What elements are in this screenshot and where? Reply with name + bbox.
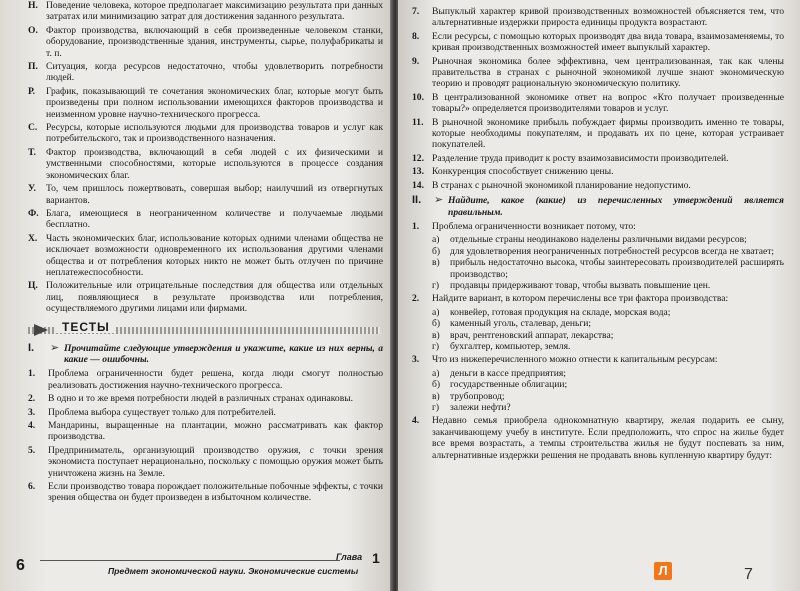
statement-item-key: 13.: [412, 166, 424, 178]
task-1: [28, 343, 383, 366]
answer-option-text: каменный уголь, сталевар, деньги;: [450, 318, 592, 330]
statement-item-key: 9.: [412, 55, 420, 67]
definition-item-text: Часть экономических благ, использование которых одними членами общества не исключает возможности одновременного их использования другими членами общества и от потребления которых никто не может быть отлучен по причине неплатежеспособности.: [46, 232, 383, 278]
right-column: [412, 6, 784, 463]
answer-option: [432, 307, 784, 318]
questions-list: [412, 221, 784, 461]
definition-item-key: Т.: [28, 146, 36, 158]
answer-option-text: прибыль недостаточно высока, чтобы заинтересовать производителей расширять производство;: [450, 257, 784, 280]
definition-item-key: Ц.: [28, 280, 38, 292]
answer-option-text: отдельные страны неодинаково наделены различными видами ресурсов;: [450, 234, 747, 246]
statement-item-text: В рыночной экономике прибыль побуждает фирмы производить именно те товары, которые необходимы покупателям, и продавать их по цене, которая устраивает покупателей.: [432, 116, 784, 151]
answer-option-text: бухгалтер, компьютер, земля.: [450, 340, 571, 352]
statement-item-text: Если ресурсы, с помощью которых производят два вида товара, взаимозаменяемы, то кривая производственных возможностей имеет выпуклый характер.: [432, 30, 784, 54]
statement-item-key: 11.: [412, 116, 424, 128]
answer-option: [432, 234, 784, 245]
statement-item: [412, 6, 784, 29]
answer-option: [432, 402, 784, 413]
answer-option: [432, 280, 784, 291]
definition-item-key: Ф.: [28, 207, 39, 219]
statement-item-key: 4.: [28, 420, 36, 431]
statement-item: [412, 31, 784, 54]
question-item-key: 1.: [412, 220, 420, 232]
statement-item-text: Проблема ограниченности будет решена, когда люди смогут полностью реализовать достижения научно-технического прогресса.: [48, 368, 383, 391]
answer-option: [432, 246, 784, 257]
task-1-number: I.: [28, 341, 35, 354]
answer-option-key: б): [432, 245, 441, 257]
statement-item: [28, 445, 383, 479]
answer-option-text: залежи нефти?: [450, 402, 511, 413]
statement-item-text: Предприниматель, организующий производство оружия, с точки зрения экономиста поступает нерационально, поскольку с помощью оружия может быть уничтожена жизнь на Земле.: [48, 444, 383, 479]
answer-option-key: в): [432, 329, 440, 341]
question-item-text: Найдите вариант, в котором перечислены все три фактора производства:: [432, 293, 729, 305]
answer-option-text: для удовлетворения неограниченных потребностей ресурсов всегда не хватает;: [450, 245, 775, 257]
definition-item: [28, 122, 383, 145]
definition-item: [28, 183, 383, 206]
answer-option-key: б): [432, 379, 441, 391]
question-item-key: 3.: [412, 354, 420, 366]
statement-item-key: 10.: [412, 91, 424, 103]
right-page: [398, 0, 800, 591]
answer-option-key: г): [432, 279, 440, 291]
definition-item-text: То, чем пришлось пожертвовать, совершая выбор; наилучший из отвергнутых вариантов.: [46, 183, 383, 206]
statement-item: [412, 117, 784, 151]
statement-item-key: 14.: [412, 179, 424, 191]
answer-option-key: г): [432, 402, 440, 413]
statement-item: [412, 92, 784, 115]
answer-option-key: б): [432, 318, 441, 330]
definition-item-key: Н.: [28, 0, 38, 11]
definition-item-text: Блага, имеющиеся в неограниченном количестве и получаемые людьми бесплатно.: [46, 207, 383, 231]
definition-item: [28, 61, 383, 84]
statement-item: [28, 407, 383, 418]
answer-option-text: конвейер, готовая продукция на складе, морская вода;: [450, 306, 671, 318]
definition-item-key: С.: [28, 122, 38, 134]
question-item-text: Что из нижеперечисленного можно отнести к капитальным ресурсам:: [432, 354, 718, 366]
definition-item-text: Ресурсы, которые используются людьми для производства товаров и услуг как потребительского, так и производственного назначения.: [46, 122, 383, 145]
definition-item: [28, 233, 383, 279]
definition-item-text: График, показывающий те сочетания экономических благ, которые могут быть произведены при полном использовании имеющихся факторов производства и неизменном уровне научно-технического прогресса.: [46, 85, 383, 120]
definition-item-key: Р.: [28, 85, 36, 97]
answer-option-key: а): [432, 306, 440, 318]
statement-item-text: В странах с рыночной экономикой планирование недопустимо.: [432, 179, 691, 191]
answer-options: [432, 307, 784, 353]
statement-item-key: 5.: [28, 444, 36, 456]
answer-options: [432, 368, 784, 414]
question-item: [412, 221, 784, 232]
answer-option: [432, 341, 784, 352]
statement-item-key: 6.: [28, 481, 36, 493]
answer-option-text: государственные облигации;: [450, 379, 568, 391]
question-item-key: 2.: [412, 293, 420, 305]
tests-label: ТЕСТЫ: [56, 322, 116, 333]
definitions-list: [28, 0, 383, 315]
task-2: [412, 195, 784, 218]
task-pointer-icon: ➢: [50, 341, 60, 354]
question-item: [412, 293, 784, 304]
answer-option-key: а): [432, 367, 440, 379]
answer-option: [432, 318, 784, 329]
statement-item-text: Мандарины, выращенные на плантации, можно рассматривать как фактор производства.: [48, 420, 383, 443]
labirint-logo-icon: Л: [654, 562, 672, 580]
task-2-text: Найдите, какое (какие) из перечисленных утверждений является правильным.: [448, 195, 784, 218]
answer-option-key: в): [432, 390, 440, 402]
definition-item-key: П.: [28, 61, 38, 73]
definition-item: [28, 0, 383, 23]
answer-option-text: продавцы придерживают товар, чтобы вызвать повышение цен.: [450, 279, 711, 291]
left-page-number: 6: [16, 557, 25, 574]
question-item-key: 4.: [412, 415, 420, 427]
answer-option-text: деньги в кассе предприятия;: [450, 367, 566, 379]
definition-item: [28, 86, 383, 120]
statement-item-key: 8.: [412, 30, 420, 42]
task-2-number: II.: [412, 194, 422, 207]
statement-item-text: Разделение труда приводит к росту взаимозависимости производителей.: [432, 152, 729, 164]
statement-item-key: 7.: [412, 6, 420, 17]
statement-item-key: 3.: [28, 406, 36, 418]
definition-item-text: Положительные или отрицательные последствия для общества или отдельных лиц, появляющиеся в результате производства или потребления, осуществляемого другими лицами или фирмами.: [46, 280, 383, 315]
question-item-text: Проблема ограниченности возникает потому, что:: [432, 220, 636, 232]
definition-item-key: Х.: [28, 232, 38, 244]
answer-option-text: врач, рентгеновский аппарат, лекарства;: [450, 329, 614, 341]
answer-option: [432, 330, 784, 341]
statement-item: [28, 481, 383, 504]
footer-rule: [40, 560, 340, 561]
definition-item-text: Фактор производства, включающий в себя людей с их физическими и умственными способностями, которые используются в процессе создания экономических благ.: [46, 146, 383, 181]
statement-item-key: 2.: [28, 393, 36, 405]
left-page: [0, 0, 392, 591]
statement-item-text: В централизованной экономике ответ на вопрос «Кто получает произведенные товары?» определяется производителями товаров и услуг.: [432, 91, 784, 115]
right-page-number: 7: [744, 566, 753, 583]
definition-item: [28, 280, 383, 314]
left-statements-list: [28, 368, 383, 503]
definition-item-key: О.: [28, 24, 38, 36]
statement-item-text: Проблема выбора существует только для потребителей.: [48, 406, 276, 418]
task-1-text: Прочитайте следующие утверждения и укажите, какие из них верны, а какие — ошибочны.: [64, 342, 383, 365]
chapter-number: 1: [372, 550, 380, 566]
chapter-label: Глава: [336, 552, 363, 562]
answer-option-key: в): [432, 257, 440, 269]
definition-item-text: Поведение человека, которое предполагает максимизацию результата при данных затратах или минимизацию затрат для достижения заданного результата.: [46, 0, 383, 23]
statement-item: [412, 56, 784, 90]
definition-item-text: Фактор производства, включающий в себя произведенные человеком станки, оборудование, производственные здания, инструменты, сырье, полуфабрикаты и т. п.: [46, 24, 383, 59]
statement-item-text: В одно и то же время потребности людей в различных странах одинаковы.: [48, 393, 354, 405]
statement-item: [28, 420, 383, 443]
question-item-text: Недавно семья приобрела однокомнатную квартиру, желая подарить ее сыну, заканчивающему учебу в институте. Если предположить, что спрос на жилье будет все время возрастать, а темпы строительства жилья не будут поспевать за ним, альтернативные издержки решения не продавать вновь купленную квартиру будут:: [432, 415, 784, 461]
task-pointer-icon: ➢: [434, 194, 444, 207]
left-footer: [0, 550, 392, 586]
statement-item: [412, 166, 784, 177]
chapter-subtitle: Предмет экономической науки. Экономические системы: [108, 566, 359, 576]
question-item: [412, 354, 784, 365]
right-statements-list: [412, 6, 784, 191]
tests-arrow-icon: [34, 324, 48, 336]
question-item: [412, 415, 784, 461]
statement-item: [412, 153, 784, 164]
answer-option: [432, 257, 784, 280]
definition-item: [28, 208, 383, 231]
answer-options: [432, 234, 784, 291]
answer-option-key: г): [432, 340, 440, 352]
definition-item: [28, 147, 383, 181]
statement-item: [28, 393, 383, 404]
definition-item: [28, 25, 383, 59]
answer-option: [432, 368, 784, 379]
left-column: [28, 0, 383, 506]
tests-header: [28, 319, 383, 339]
statement-item-text: Если производство товара порождает положительные побочные эффекты, с точки зрения общества он будет произведен в избыточном количестве.: [48, 481, 383, 504]
answer-option: [432, 391, 784, 402]
statement-item-key: 1.: [28, 368, 36, 380]
answer-option-text: трубопровод;: [450, 390, 505, 402]
answer-option-key: а): [432, 234, 440, 246]
statement-item-text: Выпуклый характер кривой производственных возможностей объясняется тем, что альтернативные издержки прироста единицы продукта возрастают.: [432, 6, 784, 29]
definition-item-key: У.: [28, 183, 36, 195]
statement-item: [28, 368, 383, 391]
statement-item-key: 12.: [412, 152, 424, 164]
statement-item-text: Конкуренция способствует снижению цены.: [432, 166, 614, 178]
statement-item-text: Рыночная экономика более эффективна, чем централизованная, так как члены правительства в странах с рыночной экономикой лучше знают экономическую теорию и проводят рациональную экономическую политику.: [432, 55, 784, 90]
statement-item: [412, 180, 784, 191]
answer-option: [432, 379, 784, 390]
definition-item-text: Ситуация, когда ресурсов недостаточно, чтобы удовлетворить потребности людей.: [46, 61, 383, 84]
